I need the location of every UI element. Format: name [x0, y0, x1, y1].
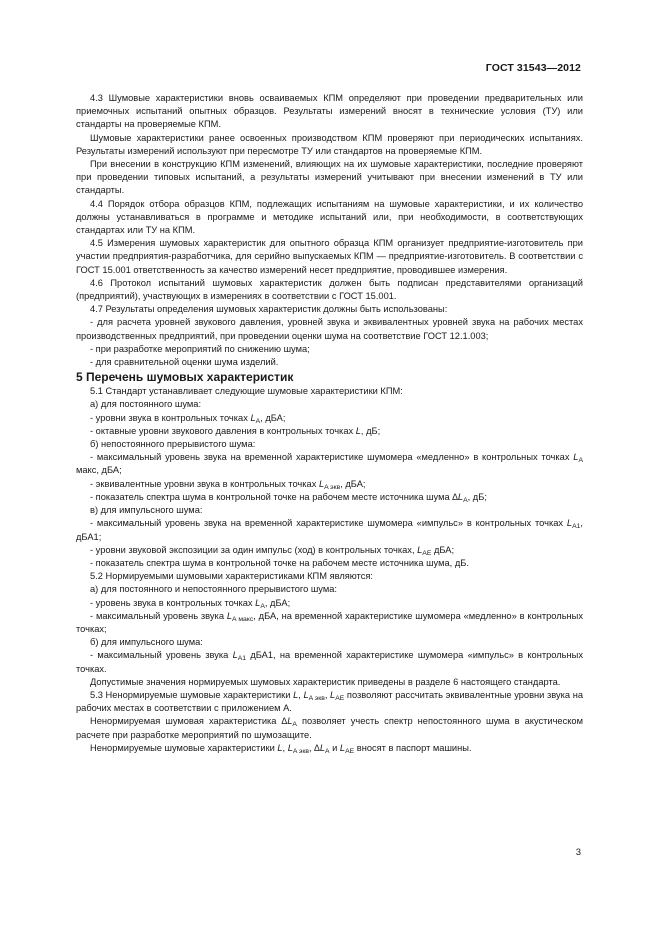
subscript: A: [292, 721, 297, 729]
text: , дБА, на временной характеристике шумомера «медленно» в контрольных точках;: [76, 610, 584, 634]
paragraph-5-3-b: [76, 715, 583, 741]
subscript: A экв: [324, 483, 341, 491]
symbol-L: L: [255, 597, 261, 608]
symbol-L: L: [318, 478, 325, 489]
text: , дБА;: [260, 412, 286, 423]
subscript: A1: [572, 523, 581, 531]
list-item-5-2-b: б) для импульсного шума:: [90, 637, 203, 648]
text: Ненормируемая шумовая характеристика: [90, 716, 282, 727]
paragraph-4-3-b: Шумовые характеристики ранее освоенных производством КПМ проверяют при периодических испытаниях. Результаты измерений используют при пересмотре ТУ или стандартов на проверяемые КПМ.: [76, 132, 583, 156]
symbol-L: L: [566, 518, 573, 529]
subscript: A: [260, 602, 265, 610]
paragraph-4-6: 4.6 Протокол испытаний шумовых характеристик должен быть подписан представителями организаций (предприятий), участвующих в измерениях в соответствии с ГОСТ 15.001.: [76, 277, 583, 302]
symbol-L: L: [355, 425, 361, 436]
text: и: [329, 742, 340, 753]
subscript: A макс: [232, 615, 254, 623]
list-item-5-1-b-2: [76, 478, 583, 491]
symbol-L: L: [330, 689, 336, 700]
symbol-L: L: [303, 689, 309, 700]
subscript: A: [255, 417, 261, 425]
subscript: AE: [345, 747, 355, 755]
list-item-4-7-1: - для расчета уровней звукового давления, уровней звука и эквивалентных уровней звука на рабочих местах производственных предприятий, при проведении оценки шума на соответствие ГОСТ 12.1.003;: [76, 317, 583, 341]
symbol-L: L: [287, 742, 293, 753]
subscript: A экв: [308, 694, 325, 702]
text: ,: [298, 689, 304, 700]
subscript: A: [463, 496, 468, 504]
list-item-4-7-3: - для сравнительной оценки шума изделий.: [90, 357, 279, 368]
paragraph-5-3-c: [76, 742, 583, 755]
standard-header: ГОСТ 31543—2012: [485, 62, 581, 74]
symbol-delta-L: ∆L: [452, 491, 464, 502]
symbol-L: L: [339, 742, 346, 753]
list-item-5-1-c-1: [76, 517, 583, 543]
text: - показатель спектра шума в контрольной точке на рабочем месте источника шума: [90, 491, 453, 502]
page-number: 3: [575, 847, 581, 858]
symbol-L: L: [573, 452, 579, 463]
text: , дБА;: [264, 597, 291, 608]
text: дБА1, на временной характеристике шумомера «импульс» в контрольных точках.: [76, 650, 583, 674]
paragraph-4-5: 4.5 Измерения шумовых характеристик для опытного образца КПМ организует предприятие-изготовитель при участии предприятия-разработчика, для серийно выпускаемых КПМ — предприятие-изготовитель. В соответствии с ГОСТ 15.001 ответственность за качество измерений несет предприятие, проводившее измерения.: [76, 238, 583, 275]
subscript: A1: [237, 655, 247, 663]
text: вносят в паспорт машины.: [354, 742, 472, 753]
list-item-5-1-c: в) для импульсного шума:: [90, 505, 203, 516]
symbol-L: L: [250, 412, 256, 423]
symbol-L: L: [417, 544, 423, 555]
list-item-5-1-a-2: [76, 425, 583, 438]
paragraph-4-3: 4.3 Шумовые характеристики вновь осваиваемых КПМ определяют при проведении предварительных или приемочных испытаний опытных образцов. Результаты измерений вносят в технические условия (ТУ) или стандарты на проверяемые КПМ.: [76, 93, 583, 130]
page-body: [76, 92, 583, 755]
list-item-5-1-c-3: - показатель спектра шума в контрольной точке на рабочем месте источника шума, дБ.: [90, 557, 469, 568]
list-item-5-1-a-1: [76, 412, 583, 425]
text: позволяют рассчитать эквивалентные уровни звука на рабочих местах в соответствии с приложением А.: [76, 689, 584, 714]
list-item-4-7-2: - при разработке мероприятий по снижению шума;: [90, 343, 310, 354]
section-5-title: 5 Перечень шумовых характеристик: [76, 370, 294, 385]
text: макс, дБА;: [76, 465, 122, 476]
list-item-5-1-b: б) непостоянного прерывистого шума:: [90, 439, 256, 450]
text: - максимальный уровень звука на временной характеристике шумомера «медленно» в контрольных точках: [90, 452, 574, 463]
subscript: A: [578, 457, 583, 465]
symbol-delta-L: ∆L: [314, 742, 326, 753]
paragraph-5-2-note: Допустимые значения нормируемых шумовых характеристик приведены в разделе 6 настоящего стандарта.: [90, 676, 561, 687]
text: , дБ;: [467, 491, 487, 502]
symbol-L: L: [293, 689, 299, 700]
list-item-5-1-b-3: [76, 491, 583, 504]
symbol-L: L: [232, 650, 238, 661]
symbol-delta-L: ∆L: [281, 716, 293, 727]
text: - уровни звуковой экспозиции за один импульс (ход) в контрольных точках,: [90, 544, 418, 555]
paragraph-5-1: 5.1 Стандарт устанавливает следующие шумовые характеристики КПМ:: [90, 386, 403, 397]
text: - максимальный уровень звука на временной характеристике шумомера «импульс» в контрольных точках: [90, 518, 567, 529]
list-item-5-2-a-1: [76, 597, 583, 610]
paragraph-5-2: 5.2 Нормируемыми шумовыми характеристиками КПМ являются:: [90, 571, 373, 582]
text: , дБА;: [340, 478, 366, 489]
paragraph-4-3-c: При внесении в конструкцию КПМ изменений, влияющих на их шумовые характеристики, последние проверяют при проведении типовых испытаний, а результаты измерений учитывают при внесении изменений в ТУ или стандарты.: [76, 159, 583, 196]
text: ,: [308, 742, 315, 753]
text: - максимальный уровень звука: [90, 650, 233, 661]
paragraph-4-4: 4.4 Порядок отбора образцов КПМ, подлежащих испытаниям на шумовые характеристики, и их количество должны устанавливаться в программе и методике испытаний или, при необходимости, в соответствующих стандартах или ТУ на КПМ.: [76, 198, 583, 236]
text: , дБ;: [360, 425, 381, 436]
text: Ненормируемые шумовые характеристики: [90, 742, 278, 753]
paragraph-5-3: [76, 689, 583, 715]
list-item-5-2-a-2: [76, 610, 583, 636]
text: - максимальный уровень звука: [90, 610, 227, 621]
list-item-5-2-b-1: [76, 649, 583, 675]
text: дБА;: [431, 544, 455, 555]
text: - уровни звука в контрольных точках: [90, 412, 251, 423]
symbol-L: L: [277, 742, 283, 753]
subscript: AE: [335, 694, 345, 702]
text: - уровень звука в контрольных точках: [90, 597, 256, 608]
text: , дБА1;: [76, 518, 583, 542]
subscript: A экв: [292, 747, 309, 755]
text: 5.3 Ненормируемые шумовые характеристики: [90, 689, 294, 700]
subscript: AE: [422, 549, 432, 557]
list-item-5-1-b-1: [76, 451, 583, 477]
text: позволяет учесть спектр непостоянного шума в акустическом расчете при разработке мероприятий по шумозащите.: [76, 716, 583, 740]
subscript: A: [325, 747, 330, 755]
text: ,: [324, 689, 331, 700]
paragraph-4-7: 4.7 Результаты определения шумовых характеристик должны быть использованы:: [90, 304, 448, 315]
list-item-5-2-a: а) для постоянного и непостоянного прерывистого шума:: [90, 584, 337, 595]
text: - эквивалентные уровни звука в контрольных точках: [90, 478, 319, 489]
list-item-5-1-c-2: [76, 544, 583, 557]
symbol-L: L: [226, 610, 233, 621]
list-item-5-1-a: а) для постоянного шума:: [90, 399, 202, 410]
text: - октавные уровни звукового давления в контрольных точках: [90, 425, 356, 436]
text: ,: [282, 742, 288, 753]
